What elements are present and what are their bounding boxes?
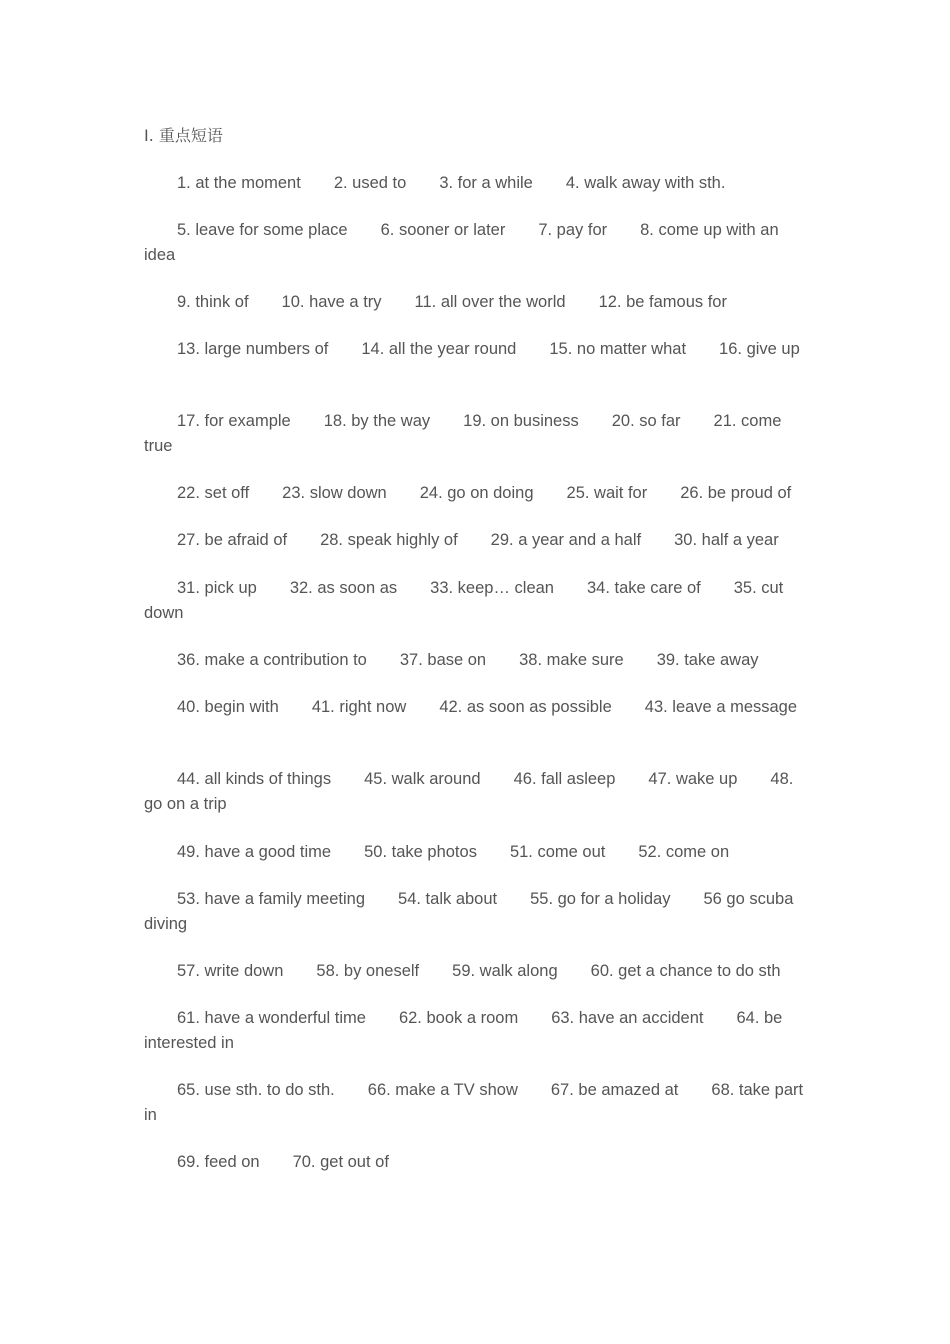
phrase-item: 40. begin with <box>177 698 279 716</box>
phrase-item: 44. all kinds of things <box>177 770 332 788</box>
phrase-item: 55. go for a holiday <box>530 890 671 908</box>
phrase-item: 6. sooner or later <box>380 221 506 239</box>
phrase-item: 9. think of <box>177 293 249 311</box>
phrase-item: 63. have an accident <box>551 1009 704 1027</box>
phrase-item: 1. at the moment <box>177 174 301 192</box>
phrase-line <box>144 171 809 196</box>
phrase-line <box>144 409 809 459</box>
phrase-item: 65. use sth. to do sth. <box>177 1081 335 1099</box>
phrase-item: 42. as soon as possible <box>439 698 612 716</box>
phrase-item: 60. get a chance to do sth <box>590 962 781 980</box>
phrase-item: 11. all over the world <box>414 293 566 311</box>
phrase-item: 45. walk around <box>364 770 481 788</box>
phrase-line <box>144 290 809 315</box>
phrase-item: 59. walk along <box>452 962 558 980</box>
phrase-item: 58. by oneself <box>316 962 420 980</box>
phrase-item: 29. a year and a half <box>490 531 642 549</box>
phrase-line <box>144 840 809 865</box>
phrase-line <box>144 1006 809 1056</box>
phrase-item: 2. used to <box>333 174 407 192</box>
phrase-line <box>144 767 809 817</box>
phrase-item: 34. take care of <box>586 579 701 597</box>
phrase-line <box>144 695 809 720</box>
phrase-item: 48. go on a trip <box>144 770 794 813</box>
phrase-item: 46. fall asleep <box>513 770 616 788</box>
phrase-item: 8. come up with an idea <box>144 221 779 264</box>
phrase-line <box>144 528 809 553</box>
phrase-line <box>144 337 809 362</box>
phrase-item: 7. pay for <box>538 221 608 239</box>
phrase-item: 69. feed on <box>177 1153 260 1171</box>
phrase-item: 66. make a TV show <box>367 1081 518 1099</box>
phrase-item: 32. as soon as <box>289 579 398 597</box>
phrase-item: 70. get out of <box>292 1153 389 1171</box>
phrase-item: 35. cut down <box>144 579 784 622</box>
phrase-item: 10. have a try <box>281 293 382 311</box>
phrase-line <box>144 1078 809 1128</box>
phrase-item: 23. slow down <box>282 484 387 502</box>
phrase-item: 5. leave for some place <box>177 221 348 239</box>
phrase-item: 25. wait for <box>566 484 648 502</box>
phrase-line <box>144 1150 809 1175</box>
phrase-line <box>144 959 809 984</box>
phrase-item: 31. pick up <box>177 579 257 597</box>
phrase-item: 19. on business <box>463 412 579 430</box>
phrase-item: 30. half a year <box>674 531 779 549</box>
section-heading: I. 重点短语 <box>144 126 223 145</box>
phrase-item: 50. take photos <box>364 843 477 861</box>
phrase-item: 39. take away <box>656 651 759 669</box>
phrase-item: 16. give up <box>719 340 800 358</box>
phrase-item: 64. be interested in <box>144 1009 783 1052</box>
phrase-item: 3. for a while <box>439 174 533 192</box>
phrase-item: 18. by the way <box>323 412 431 430</box>
phrase-item: 33. keep… clean <box>430 579 554 597</box>
phrase-item: 52. come on <box>638 843 730 861</box>
phrase-item: 13. large numbers of <box>177 340 329 358</box>
phrase-line <box>144 887 809 937</box>
phrase-item: 43. leave a message <box>644 698 798 716</box>
phrase-item: 67. be amazed at <box>550 1081 679 1099</box>
phrase-item: 61. have a wonderful time <box>177 1009 366 1027</box>
phrase-item: 51. come out <box>509 843 606 861</box>
phrase-item: 28. speak highly of <box>320 531 458 549</box>
phrase-item: 36. make a contribution to <box>177 651 367 669</box>
phrase-line <box>144 576 809 626</box>
phrase-item: 54. talk about <box>398 890 498 908</box>
phrase-line <box>144 648 809 673</box>
phrase-item: 4. walk away with sth. <box>565 174 726 192</box>
phrase-item: 56 go scuba diving <box>144 890 794 933</box>
phrase-item: 20. so far <box>611 412 681 430</box>
phrase-item: 62. book a room <box>398 1009 519 1027</box>
phrase-item: 15. no matter what <box>549 340 687 358</box>
phrase-item: 22. set off <box>177 484 250 502</box>
phrase-item: 49. have a good time <box>177 843 332 861</box>
phrase-item: 24. go on doing <box>419 484 534 502</box>
phrase-item: 17. for example <box>177 412 291 430</box>
phrase-item: 57. write down <box>177 962 284 980</box>
phrase-item: 26. be proud of <box>680 484 792 502</box>
phrase-item: 12. be famous for <box>598 293 727 311</box>
phrase-item: 14. all the year round <box>361 340 517 358</box>
phrase-line <box>144 481 809 506</box>
phrase-line <box>144 218 809 268</box>
phrase-item: 37. base on <box>399 651 487 669</box>
phrase-item: 38. make sure <box>519 651 624 669</box>
phrase-item: 41. right now <box>311 698 407 716</box>
phrase-item: 27. be afraid of <box>177 531 288 549</box>
phrase-item: 53. have a family meeting <box>177 890 366 908</box>
phrase-item: 21. come true <box>144 412 782 455</box>
phrase-item: 68. take part in <box>144 1081 804 1124</box>
phrase-item: 47. wake up <box>648 770 738 788</box>
